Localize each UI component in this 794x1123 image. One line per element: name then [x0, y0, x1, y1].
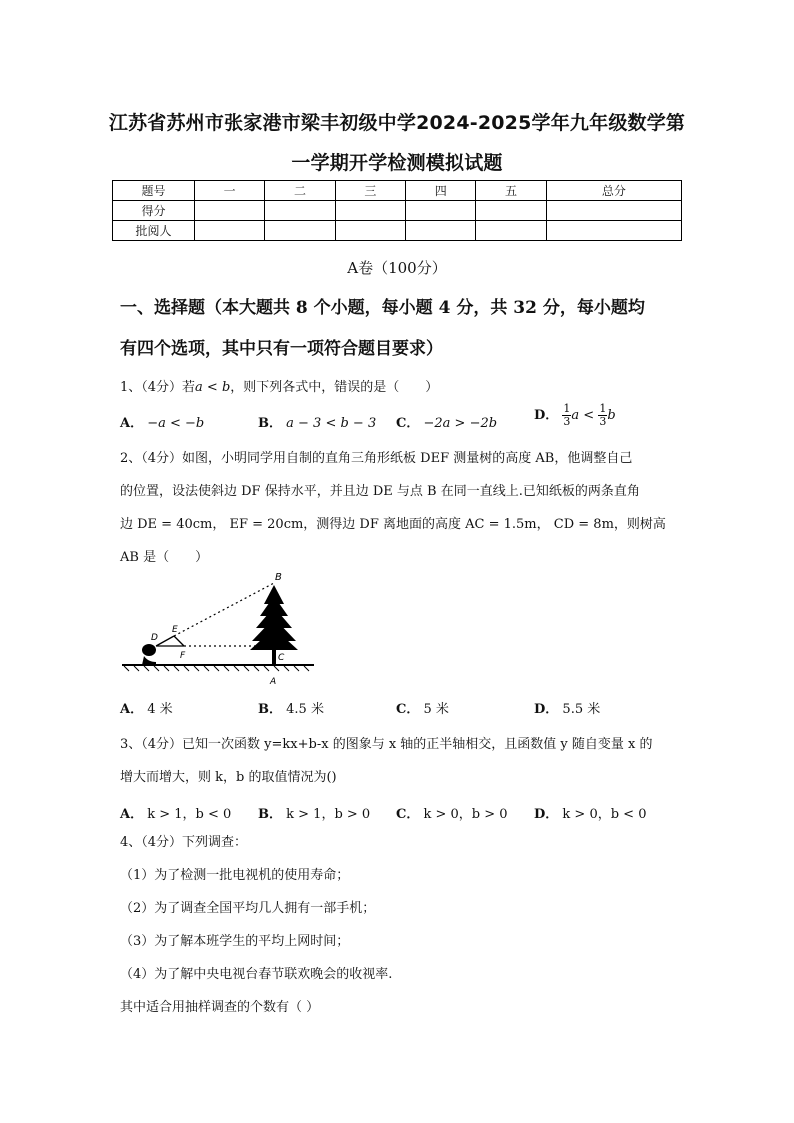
table-header-cell: 四 — [406, 181, 476, 201]
q3-option-c[interactable]: C． k > 0，b > 0 — [396, 807, 508, 822]
q2-options — [120, 698, 680, 718]
q2-line1: 2、（4分）如图，小明同学用自制的直角三角形纸板 DEF 测量树的高度 AB，他调整自己 — [120, 451, 633, 466]
fraction: $\frac{1}{3}$ — [563, 402, 571, 428]
row-label: 批阅人 — [113, 221, 195, 241]
label-b: B — [275, 572, 282, 583]
q1-options — [120, 402, 680, 432]
q2-line2: 的位置，设法使斜边 DF 保持水平，并且边 DE 与点 B 在同一直线上.已知纸板的两条直角 — [120, 484, 640, 499]
table-header-cell: 总分 — [546, 181, 681, 201]
label-a: A — [270, 677, 277, 687]
q4-item: （4）为了解中央电视台春节联欢晚会的收视率. — [120, 967, 393, 982]
q2-option-d[interactable]: D． 5.5 米 — [534, 702, 601, 717]
q2-line3: 边 DE = 40cm， EF = 20cm，测得边 DF 离地面的高度 AC = 1.5m， CD = 8m，则树高 — [120, 517, 666, 532]
reviewer-row — [113, 221, 682, 241]
exam-title-line2: 一学期开学检测模拟试题 — [291, 152, 503, 174]
row-label: 得分 — [113, 201, 195, 221]
q4-stem: 4、（4分）下列调查： — [120, 835, 248, 850]
q4-item: （1）为了检测一批电视机的使用寿命； — [120, 868, 350, 883]
q2-option-c[interactable]: C． 5 米 — [396, 702, 449, 717]
section1-line1: 一、选择题（本大题共 8 个小题，每小题 4 分，共 32 分，每小题均 — [120, 298, 645, 318]
q1-option-b[interactable]: B． a − 3 < b − 3 — [258, 416, 377, 431]
q1-stem-suffix: ，则下列各式中，错误的是（ ） — [230, 380, 439, 395]
q2-option-a[interactable]: A． 4 米 — [120, 702, 173, 717]
q1-stem — [120, 376, 680, 395]
reviewer-cell[interactable] — [195, 221, 265, 241]
score-cell[interactable] — [195, 201, 265, 221]
table-header-cell: 二 — [265, 181, 335, 201]
score-cell[interactable] — [335, 201, 405, 221]
q4-item: （2）为了调查全国平均几人拥有一部手机； — [120, 901, 376, 916]
score-table — [112, 180, 682, 241]
table-header-cell: 一 — [195, 181, 265, 201]
q1-option-c[interactable]: C． −2a > −2b — [396, 416, 498, 431]
q3-option-b[interactable]: B． k > 1，b > 0 — [258, 807, 371, 822]
fraction: $\frac{1}{3}$ — [599, 402, 607, 428]
exam-title-line1: 江苏省苏州市张家港市梁丰初级中学2024-2025学年九年级数学第 — [108, 112, 686, 134]
table-header-cell: 题号 — [113, 181, 195, 201]
q4-item: （3）为了解本班学生的平均上网时间； — [120, 934, 350, 949]
label-f: F — [180, 651, 186, 661]
q2-option-b[interactable]: B． 4.5 米 — [258, 702, 324, 717]
tree-triangle-figure — [118, 570, 318, 688]
q3-option-a[interactable]: A． k > 1，b < 0 — [120, 807, 232, 822]
label-c: C — [278, 653, 285, 663]
score-row — [113, 201, 682, 221]
q1-stem-prefix: 1、（4分）若 — [120, 380, 196, 395]
q3-line1: 3、（4分）已知一次函数 y=kx+b-x 的图象与 x 轴的正半轴相交，且函数值 y 随自变量 x 的 — [120, 737, 653, 752]
q1-stem-math: a < b — [195, 380, 231, 395]
q4-question: 其中适合用抽样调查的个数有（ ） — [120, 1000, 320, 1015]
q4-block — [120, 826, 680, 1024]
q1-option-d[interactable]: D． $\frac{1}{3}$ a < $\frac{1}{3}$ b — [534, 402, 616, 428]
table-header-cell: 五 — [476, 181, 546, 201]
reviewer-cell[interactable] — [546, 221, 681, 241]
score-cell[interactable] — [546, 201, 681, 221]
section-a-heading: A卷（100分） — [347, 259, 447, 277]
section1-line2: 有四个选项，其中只有一项符合题目要求） — [120, 339, 443, 359]
q3-line2: 增大而增大，则 k，b 的取值情况为() — [120, 770, 337, 785]
score-cell[interactable] — [476, 201, 546, 221]
section1-heading — [120, 288, 680, 370]
q3-option-d[interactable]: D． k > 0，b < 0 — [534, 807, 647, 822]
q2-stem — [120, 442, 680, 574]
q3-options — [120, 803, 680, 823]
reviewer-cell[interactable] — [265, 221, 335, 241]
reviewer-cell[interactable] — [335, 221, 405, 241]
score-cell[interactable] — [265, 201, 335, 221]
score-table-header-row — [113, 181, 682, 201]
q3-stem — [120, 728, 680, 794]
label-e: E — [172, 625, 178, 635]
reviewer-cell[interactable] — [476, 221, 546, 241]
score-cell[interactable] — [406, 201, 476, 221]
reviewer-cell[interactable] — [406, 221, 476, 241]
table-header-cell: 三 — [335, 181, 405, 201]
q1-option-a[interactable]: A． −a < −b — [120, 416, 205, 431]
label-d: D — [151, 633, 158, 643]
q2-line4: AB 是（ ） — [120, 550, 209, 565]
